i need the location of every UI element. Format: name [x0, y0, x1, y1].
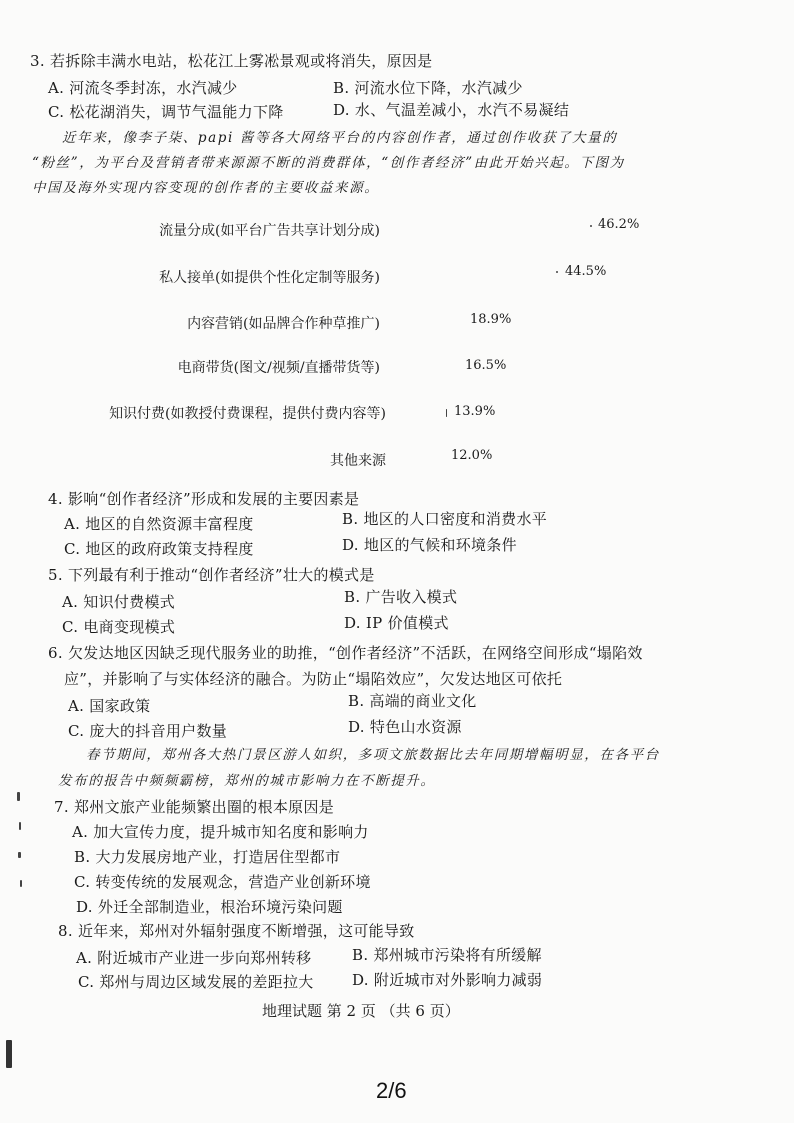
- chart-value-label: 46.2%: [598, 217, 640, 232]
- intro1-line1: 近年来，像李子柒、papi 酱等各大网络平台的内容创作者，通过创作收获了大量的: [62, 130, 618, 146]
- q3-option-b: B. 河流水位下降，水汽减少: [333, 79, 523, 97]
- q5-option-a: A. 知识付费模式: [62, 593, 176, 611]
- q6-stem-line2: 应”，并影响了与实体经济的融合。为防止“塌陷效应”，欠发达地区可依托: [64, 670, 563, 688]
- q3-option-d: D. 水、气温差减小，水汽不易凝结: [333, 101, 570, 119]
- q7-stem: 7. 郑州文旅产业能频繁出圈的根本原因是: [54, 798, 335, 816]
- q5-option-d: D. IP 价值模式: [344, 614, 449, 632]
- q7-option-a: A. 加大宣传力度，提升城市知名度和影响力: [72, 823, 369, 841]
- scan-mark: [17, 792, 20, 801]
- q4-option-b: B. 地区的人口密度和消费水平: [342, 510, 548, 528]
- q6-option-d: D. 特色山水资源: [348, 718, 462, 736]
- q3-option-c: C. 松花湖消失，调节气温能力下降: [48, 103, 284, 121]
- chart-value-label: 13.9%: [454, 404, 496, 419]
- scan-mark: [6, 1040, 12, 1068]
- q4-option-d: D. 地区的气候和环境条件: [342, 536, 517, 554]
- q3-stem: 3. 若拆除丰满水电站，松花江上雾凇景观或将消失，原因是: [30, 52, 433, 70]
- q4-option-a: A. 地区的自然资源丰富程度: [64, 515, 254, 533]
- q8-option-c: C. 郑州与周边区域发展的差距拉大: [78, 973, 314, 991]
- q3-option-a: A. 河流冬季封冻，水汽减少: [48, 79, 238, 97]
- chart-category-label: 内容营销(如品牌合作种草推广): [187, 316, 380, 332]
- page-footer: 地理试题 第 2 页 （共 6 页）: [262, 1002, 460, 1020]
- scan-mark: [556, 271, 558, 273]
- chart-category-label: 知识付费(如教授付费课程，提供付费内容等): [109, 406, 386, 422]
- q5-option-c: C. 电商变现模式: [62, 618, 176, 636]
- chart-value-label: 18.9%: [470, 312, 512, 327]
- q4-stem: 4. 影响“创作者经济”形成和发展的主要因素是: [48, 490, 360, 508]
- intro1-line2: “粉丝”，为平台及营销者带来源源不断的消费群体，“创作者经济”由此开始兴起。下图为: [32, 155, 625, 171]
- scan-mark: [446, 409, 447, 417]
- chart-category-label: 私人接单(如提供个性化定制等服务): [159, 270, 380, 286]
- q5-option-b: B. 广告收入模式: [344, 588, 458, 606]
- q8-option-a: A. 附近城市产业进一步向郑州转移: [76, 949, 312, 967]
- q6-stem-line1: 6. 欠发达地区因缺乏现代服务业的助推，“创作者经济”不活跃，在网络空间形成“塌陷效: [48, 644, 643, 662]
- intro2-line2: 发布的报告中频频霸榜，郑州的城市影响力在不断提升。: [58, 773, 436, 789]
- scan-mark: [18, 852, 21, 858]
- q6-option-a: A. 国家政策: [68, 697, 151, 715]
- chart-category-label: 其他来源: [330, 453, 386, 469]
- chart-value-label: 16.5%: [465, 358, 507, 373]
- q4-option-c: C. 地区的政府政策支持程度: [64, 540, 254, 558]
- scan-mark: [19, 822, 21, 830]
- page-indicator: 2/6: [376, 1078, 407, 1103]
- q8-option-b: B. 郑州城市污染将有所缓解: [352, 946, 542, 964]
- scan-mark: [20, 880, 22, 887]
- q7-option-c: C. 转变传统的发展观念，营造产业创新环境: [74, 873, 371, 891]
- intro2-line1: 春节期间，郑州各大热门景区游人如织，多项文旅数据比去年同期增幅明显，在各平台: [86, 747, 660, 763]
- q8-stem: 8. 近年来，郑州对外辐射强度不断增强，这可能导致: [58, 922, 415, 940]
- q5-stem: 5. 下列最有利于推动“创作者经济”壮大的模式是: [48, 566, 375, 584]
- chart-value-label: 12.0%: [451, 448, 493, 463]
- chart-category-label: 流量分成(如平台广告共享计划分成): [159, 223, 380, 239]
- intro1-line3: 中国及海外实现内容变现的创作者的主要收益来源。: [32, 180, 380, 196]
- q6-option-c: C. 庞大的抖音用户数量: [68, 722, 228, 740]
- q7-option-b: B. 大力发展房地产业，打造居住型都市: [74, 848, 341, 866]
- q7-option-d: D. 外迁全部制造业，根治环境污染问题: [76, 898, 343, 916]
- chart-value-label: 44.5%: [565, 264, 607, 279]
- chart-category-label: 电商带货(图文/视频/直播带货等): [177, 360, 380, 376]
- scan-mark: [590, 225, 592, 227]
- q8-option-d: D. 附近城市对外影响力减弱: [352, 971, 543, 989]
- q6-option-b: B. 高端的商业文化: [348, 692, 477, 710]
